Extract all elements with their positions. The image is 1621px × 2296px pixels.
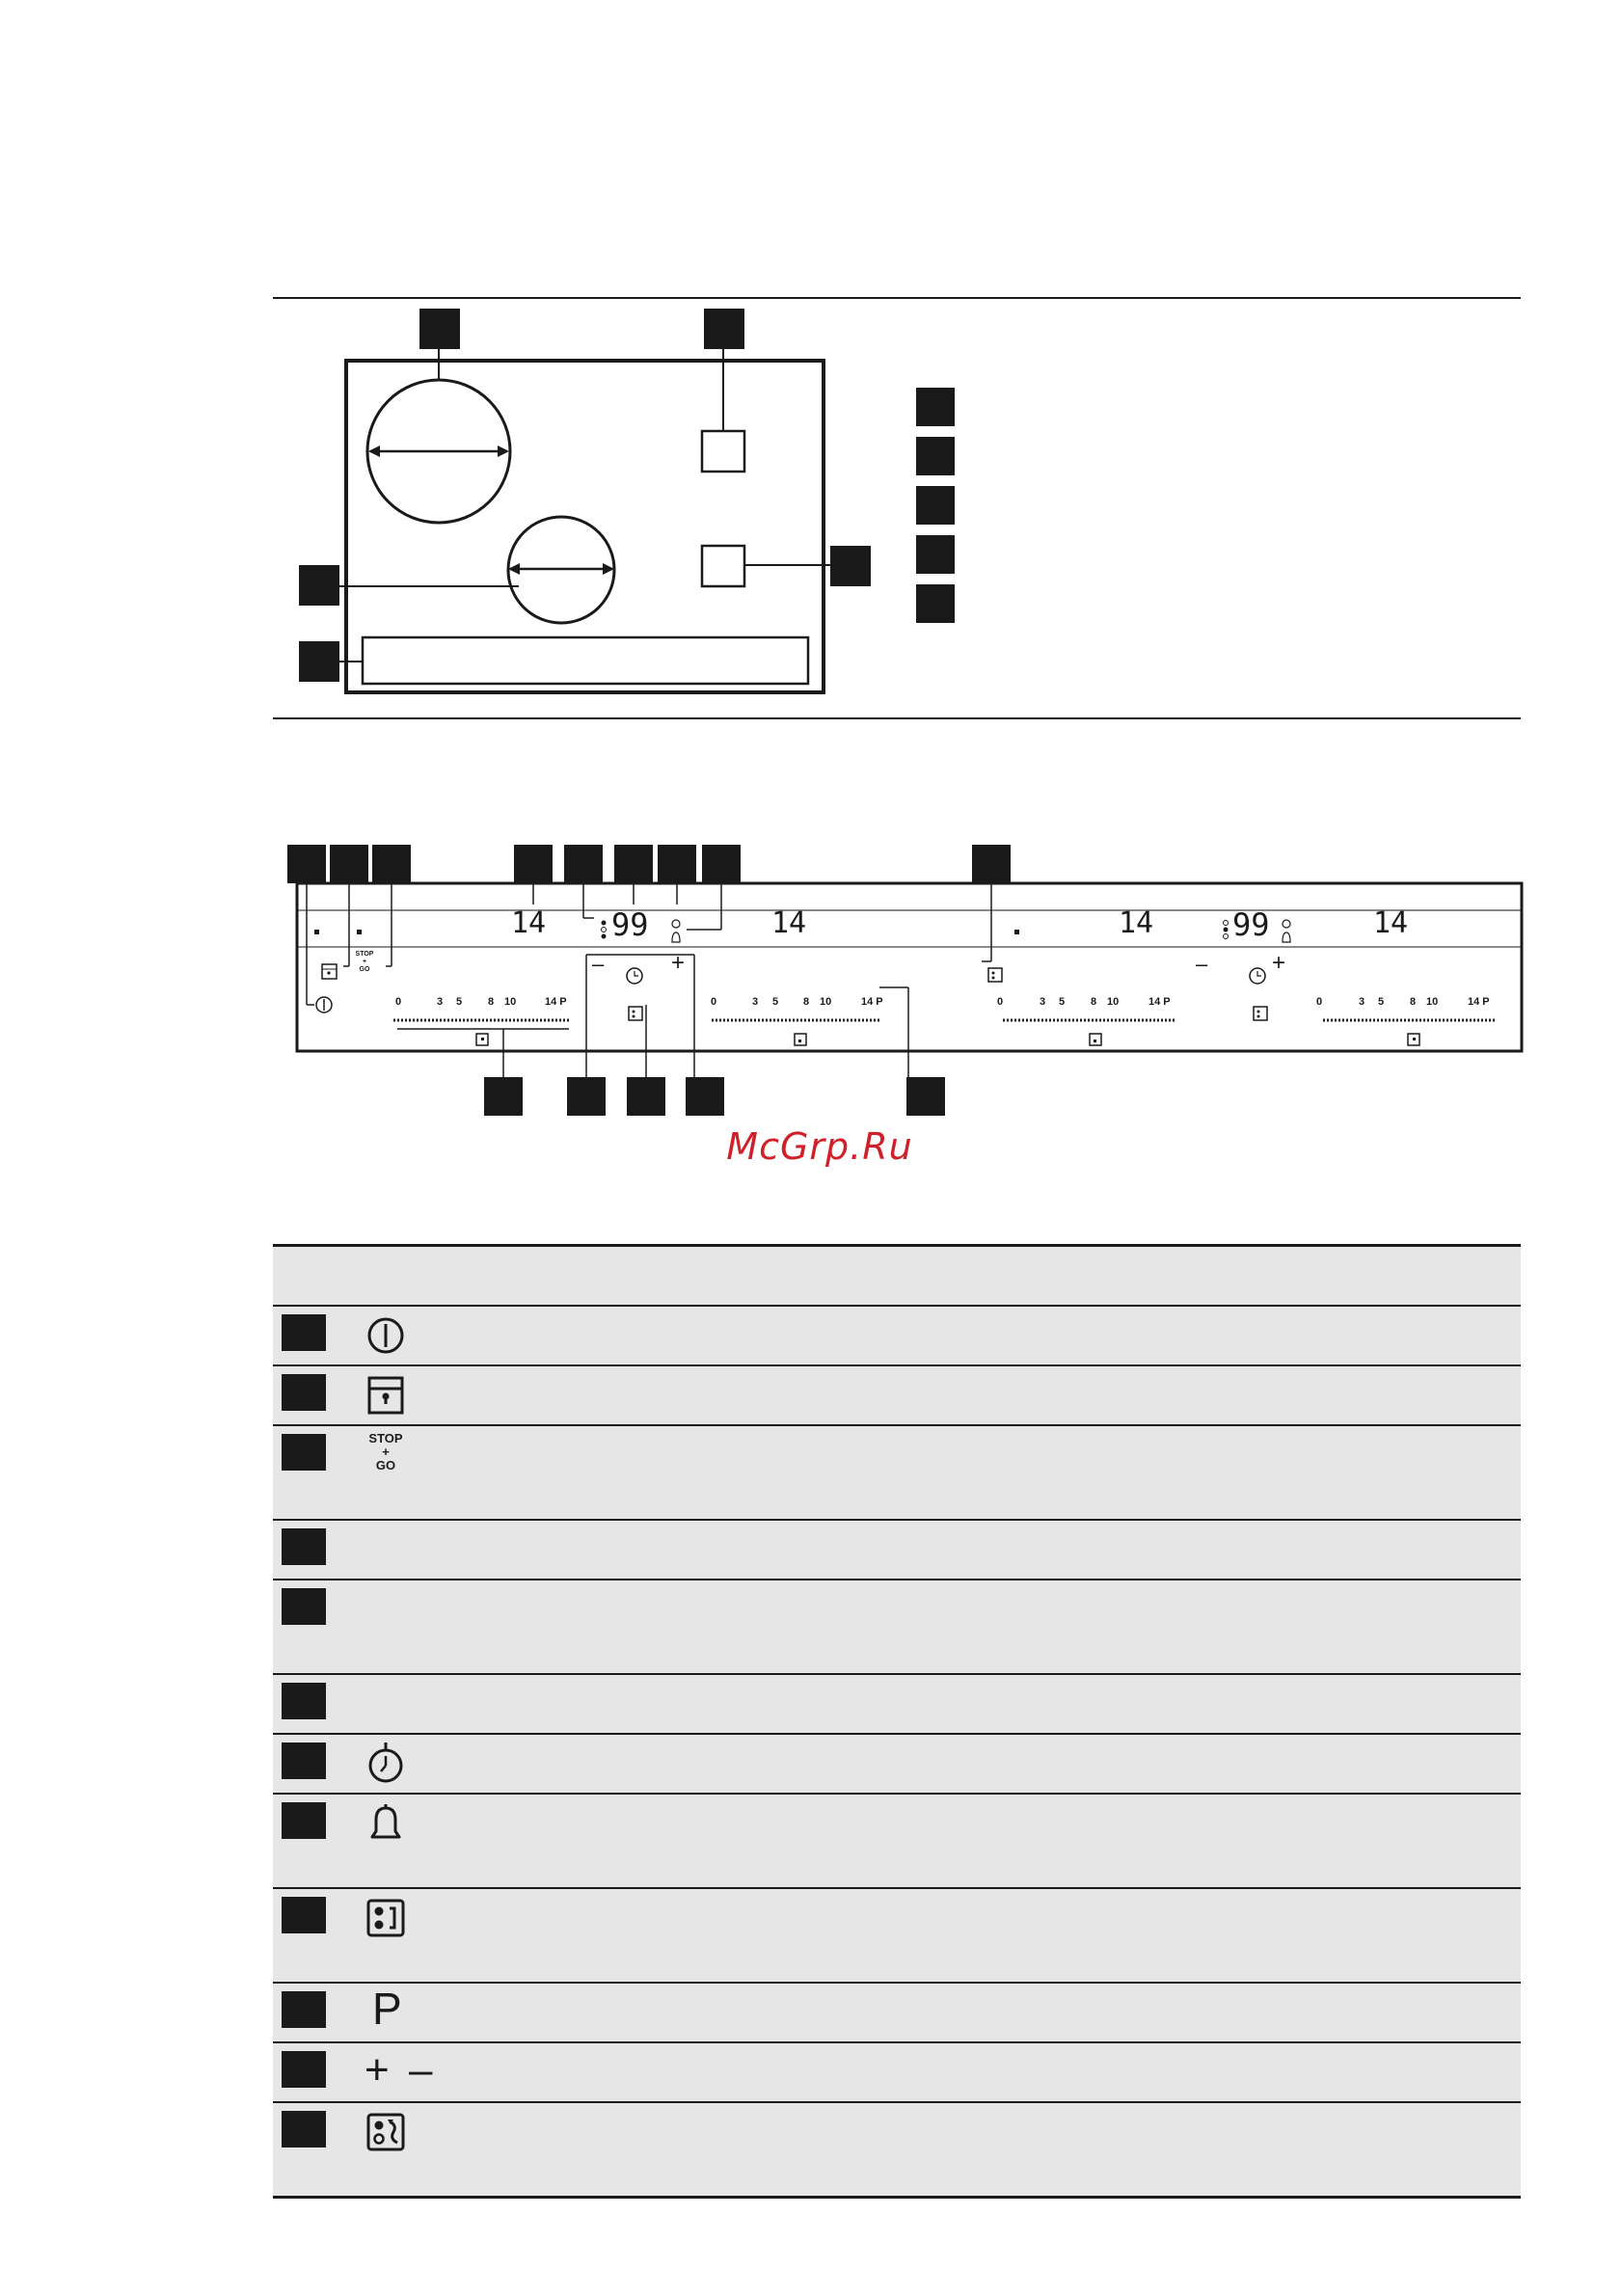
slider1-scale-5: 5 [456, 996, 463, 1008]
slider4-scale-10: 10 [1426, 996, 1439, 1008]
watermark: McGrp.Ru [726, 1125, 913, 1168]
slider4-scale-8: 8 [1410, 996, 1417, 1008]
table-row [273, 2103, 1521, 2196]
callout-top-4 [514, 845, 553, 883]
display-power-2: 14 [771, 906, 807, 940]
table-row [273, 1735, 1521, 1793]
legend-marker-2 [916, 437, 955, 475]
callout-top-8 [702, 845, 741, 883]
callout-top-3 [372, 845, 411, 883]
callout-bottom-4 [686, 1077, 724, 1116]
power-boost-icon: P [372, 1984, 402, 2034]
slider2-scale-5: 5 [772, 996, 779, 1008]
callout-top-6 [614, 845, 653, 883]
slider3-scale-10: 10 [1107, 996, 1120, 1008]
slider3-scale-14p: 14 P [1148, 996, 1171, 1008]
display-timer-1: 99 [611, 906, 649, 943]
callout-square-bottom [830, 546, 871, 586]
bell-icon [365, 1802, 407, 1845]
legend-marker-5 [916, 584, 955, 623]
table-row [273, 1580, 1521, 1673]
slider4-scale-5: 5 [1378, 996, 1385, 1008]
timer-plus-1: + [671, 950, 686, 976]
callout-top-9 [972, 845, 1011, 883]
zone-square-top [702, 431, 744, 472]
table-row [273, 2043, 1521, 2101]
callout-bottom-2 [567, 1077, 606, 1116]
slider2-scale-0: 0 [711, 996, 717, 1008]
hob-layout-diagram [270, 299, 887, 704]
display-power-3: 14 [1119, 906, 1154, 940]
stop-go-panel-label: STOP + GO [355, 951, 374, 973]
slider3-scale-5: 5 [1059, 996, 1066, 1008]
table-row [273, 1521, 1521, 1579]
table-row [273, 1675, 1521, 1733]
callout-top-7 [658, 845, 696, 883]
power-icon [365, 1314, 407, 1357]
slider1-scale-8: 8 [488, 996, 495, 1008]
slider2-scale-10: 10 [820, 996, 832, 1008]
slider4-scale-0: 0 [1316, 996, 1323, 1008]
table-row [273, 1984, 1521, 2041]
minus-icon: – [408, 2046, 433, 2093]
slider4-scale-3: 3 [1359, 996, 1365, 1008]
display-timer-2: 99 [1232, 906, 1270, 943]
control-panel-diagram [289, 879, 1533, 1082]
slider1-scale-0: 0 [395, 996, 402, 1008]
hob-outline [346, 361, 824, 692]
bridge-icon [365, 1897, 407, 1939]
timer-plus-2: + [1272, 950, 1286, 976]
callout-top-5 [564, 845, 603, 883]
legend-marker-3 [916, 486, 955, 525]
zone-square-bottom [702, 546, 744, 586]
callout-bottom-1 [484, 1077, 523, 1116]
table-row [273, 1889, 1521, 1982]
slider2-scale-8: 8 [803, 996, 810, 1008]
slider3-scale-3: 3 [1040, 996, 1046, 1008]
slider1-scale-14p: 14 P [545, 996, 567, 1008]
callout-large-zone [419, 309, 460, 349]
slider3-scale-8: 8 [1091, 996, 1097, 1008]
slider2-scale-3: 3 [752, 996, 759, 1008]
display-power-4: 14 [1373, 906, 1409, 940]
timer-minus-1: – [592, 952, 605, 976]
table-row [273, 1795, 1521, 1887]
display-power-1: 14 [511, 906, 547, 940]
slider4-scale-14p: 14 P [1468, 996, 1490, 1008]
slider2-scale-14p: 14 P [861, 996, 883, 1008]
callout-top-2 [330, 845, 368, 883]
timer-minus-2: – [1196, 952, 1208, 976]
legend-marker-1 [916, 388, 955, 426]
slider1-scale-10: 10 [504, 996, 517, 1008]
slider3-scale-0: 0 [997, 996, 1004, 1008]
legend-marker-4 [916, 535, 955, 574]
table-row [273, 1366, 1521, 1424]
bridge-auto-icon [365, 2111, 407, 2153]
lock-icon [365, 1374, 407, 1417]
callout-small-zone [299, 565, 339, 606]
plus-minus-icon [365, 2046, 433, 2093]
callout-square-zone [704, 309, 744, 349]
callout-top-1 [287, 845, 326, 883]
table-row [273, 1307, 1521, 1364]
stopwatch-icon [365, 1739, 407, 1785]
middle-rule [273, 717, 1521, 719]
control-panel-strip [363, 637, 808, 684]
callout-bottom-5 [906, 1077, 945, 1116]
table-row [273, 1426, 1521, 1519]
callout-panel-strip [299, 641, 339, 682]
callout-bottom-3 [627, 1077, 665, 1116]
table-header [273, 1246, 1521, 1306]
plus-icon: + [365, 2046, 390, 2093]
slider1-scale-3: 3 [437, 996, 444, 1008]
stop-go-icon: STOP + GO [368, 1431, 403, 1472]
